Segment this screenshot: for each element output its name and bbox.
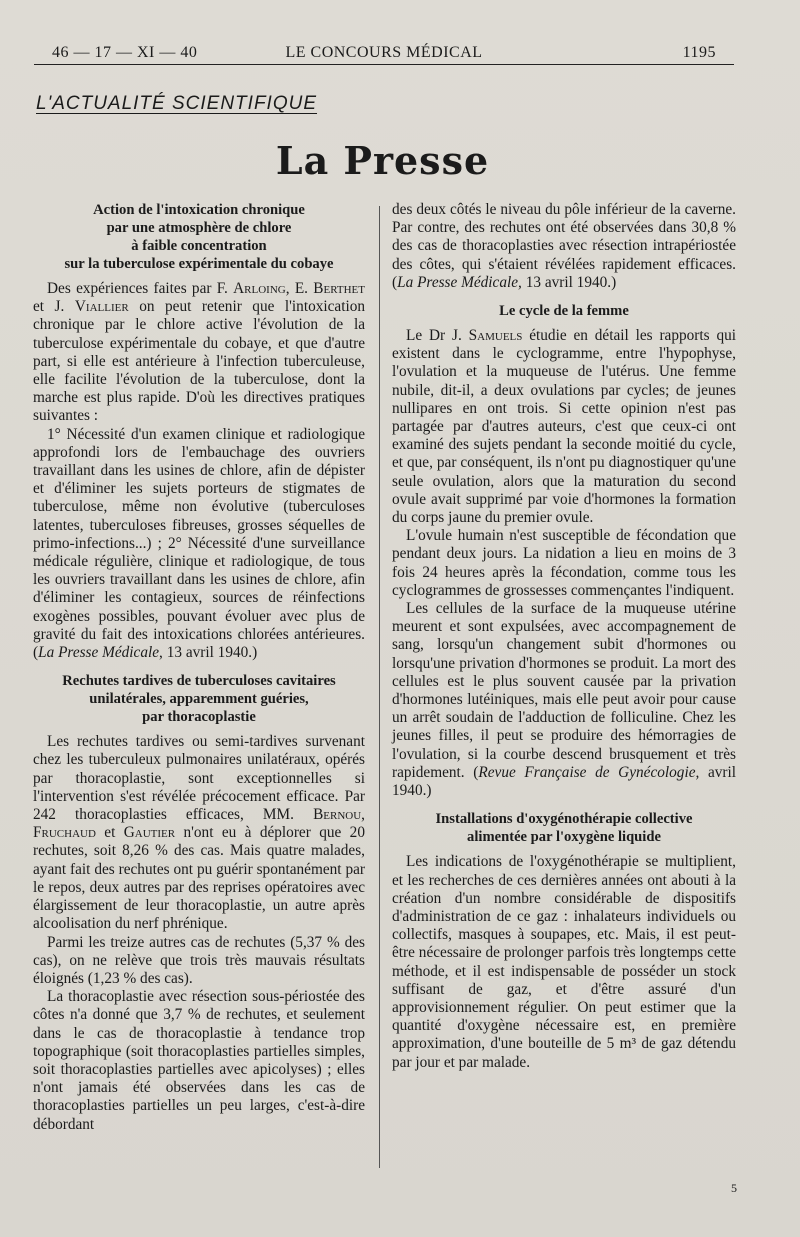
text-run: Le Dr J. [406,327,469,345]
heading-line: Installations d'oxygénothérapie collective [435,811,693,828]
author-name: Bernou [313,806,362,824]
text-run: , E. [285,280,314,297]
source-citation: La Presse Médicale, [397,273,522,291]
heading-line: unilatérales, apparemment guéries, [89,691,309,708]
article-paragraph [33,733,365,933]
text-run: et [95,824,124,842]
article-paragraph: Parmi les treize autres cas de rechutes (5,37 % des cas), on ne relève que trois très mauvais résultats éloignés (1,23 % des cas). [33,933,365,987]
page-number: 1195 [682,44,716,61]
text-run: , 13 avril 1940.) [159,644,258,662]
article-heading-oxygene [392,810,736,846]
heading-line: par une atmosphère de chlore [106,220,292,236]
author-name: Arloing [233,280,286,297]
text-run: et J. [33,298,75,316]
text-run: avril 1940.) [392,763,736,800]
heading-line: Action de l'intoxication chronique [93,202,305,218]
text-run: on peut retenir que l'intoxication chronique par le chlore active l'évolution de la tuberculose expérimentale du cobaye, et que d'autre part, si elle est antérieure à l'infection tuberculeuse, elle facilite l'évolution de la tuberculose, dont la marche est plus rapide. D'où les directives pratiques suivantes : [33,298,365,425]
left-column [33,201,365,1134]
page-title: La Presse [275,138,490,183]
author-name: Samuels [468,327,523,345]
journal-name: LE CONCOURS MÉDICAL [285,44,483,61]
article-paragraph: La thoracoplastie avec résection sous-périostée des côtes n'a donné que 3,7 % de rechutes, et seulement dans le cas de thoracoplastie à tendance trop topographique (soit thoracoplasties partielles simples, soit thoracoplasties partielles avec apicolyses) ; elles n'ont jamais été observées dans les cas de thoracoplasties partielles un peu larges, c'est-à-dire débordant [33,988,365,1133]
heading-line: à faible concentration [131,238,267,254]
article-heading-cycle: Le cycle de la femme [499,303,629,320]
heading-line: par thoracoplastie [142,709,256,726]
source-citation: Revue Française de Gynécologie, [478,763,700,781]
author-name: Berthet [313,280,365,297]
text-run: Des expériences faites par F. [47,280,234,297]
text-run: 13 avril 1940.) [521,273,617,291]
article-paragraph [33,280,365,426]
issue-date: 46 — 17 — XI — 40 [52,44,198,61]
text-run: 1° Nécessité d'un examen clinique et radiologique approfondi lors de l'embauchage des ouvriers travaillant dans les usines de chlore, afin de dépister et d'éliminer les sujets porteurs de stigmates de tuberculose, même non évolutive (tuberculoses latentes, tuberculoses fibreuses, grosses séquelles de primo-infections...) ; 2° Nécessité d'une surveillance médicale régulière, clinique et radiologique, de tous les ouvriers travaillant dans les usines de chlore, afin d'éliminer les contagieux, sources de réinfections exogènes possibles, pouvant évoluer avec plus de gravité du fait des intoxications chlorées antérieures. ( [33,425,365,662]
text-run: , [361,806,365,824]
column-divider [379,206,380,1168]
text-run: étudie en détail les rapports qui existent dans le cyclogramme, entre l'hypophyse, l'ovulation et la muqueuse de l'utérus. Une femme nubile, dit-il, a deux ovulations par cycles; de jeunes nullipares en ont trois. Si cette opinion n'est pas partagée par d'autres auteurs, c'est que ceux-ci ont examiné des sujets pendant la seconde moitié du cycle, et que, par conséquent, ils n'ont pu diagnostiquer qu'une seule ovulation, alors que la maturation du second ovule avait supprimé par voie d'hormones la formation du corps jaune du premier ovule. [392,327,736,527]
text-run: n'ont eu à déplorer que 20 rechutes, soit 8,26 % des cas. Mais quatre malades, ayant fait des rechutes ont pu guérir spontanément par le repos, deux autres par des reprises opératoires avec élargissement de leur thoracoplastie, un autre après alcoolisation du nerf phrénique. [33,824,365,933]
article-paragraph [392,327,736,527]
article-paragraph: Les indications de l'oxygénothérapie se multiplient, et les recherches de ces dernières années ont abouti à la création d'un nombre considérable de dispositifs d'administration de ce gaz : inhalateurs individuels ou collectifs, masques à soupapes, etc. Mais, il est peut-être nécessaire de prolonger parfois très longtemps cette méthode, et il est indispensable de posséder un stock suffisant de gaz, et d'être assuré d'un approvisionnement régulier. On peut estimer que la quantité d'oxygène nécessaire est, en première approximation, d'une bouteille de 5 m³ de gaz détendu par jour et par malade. [392,853,736,1071]
text-run: Les rechutes tardives ou semi-tardives survenant chez les tuberculeux pulmonaires unilatéraux, opérés par thoracoplastie, sont exceptionnelles si l'intervention s'est révélée précocement efficace. Par 242 thoracoplasties efficaces, MM. [33,733,365,824]
article-paragraph: L'ovule humain n'est susceptible de fécondation que pendant deux jours. La nidation a lieu en moins de 3 fois 24 heures après la fécondation, comme tous les cyclogrammes de grossesses commençantes l'indiquent. [392,527,736,599]
article-heading-chlore [33,201,365,273]
heading-line: alimentée par l'oxygène liquide [467,829,661,846]
heading-line: sur la tuberculose expérimentale du cobaye [64,256,334,272]
article-heading-rechutes [33,672,365,726]
article-continuation [392,201,736,292]
right-column [392,201,736,1072]
header-rule [34,64,734,65]
text-run: des deux côtés le niveau du pôle inférieur de la caverne. Par contre, des rechutes ont été observées dans 30,8 % des cas de thoracoplasties avec résection intrapériostée des côtes, qui s'étaient révélées rapidement efficaces. ( [392,201,736,291]
source-citation: La Presse Médicale [38,644,160,662]
article-paragraph [392,600,736,800]
heading-line: Rechutes tardives de tuberculoses cavitaires [62,673,336,690]
text-run: Les cellules de la surface de la muqueuse utérine meurent et sont expulsées, avec accompagnement de sang, lorsqu'un changement subit d'hormones ou lorsqu'une privation d'hormones se produit. La mort des cellules est le plus souvent causée par la privation d'hormones lutéiniques, mais elle peut avoir pour cause un arrêt soudain de l'adduction de folliculine. Chez les jeunes filles, il peut se produire des hémorragies de l'ovulation, si la courbe descend brusquement et très rapidement. ( [392,600,736,781]
article-paragraph [33,426,365,663]
author-name: Viallier [74,298,129,316]
section-rubric: L'ACTUALITÉ SCIENTIFIQUE [36,93,318,114]
author-name: Fruchaud [33,824,96,842]
author-name: Gautier [123,824,176,842]
signature-mark: 5 [731,1181,737,1195]
